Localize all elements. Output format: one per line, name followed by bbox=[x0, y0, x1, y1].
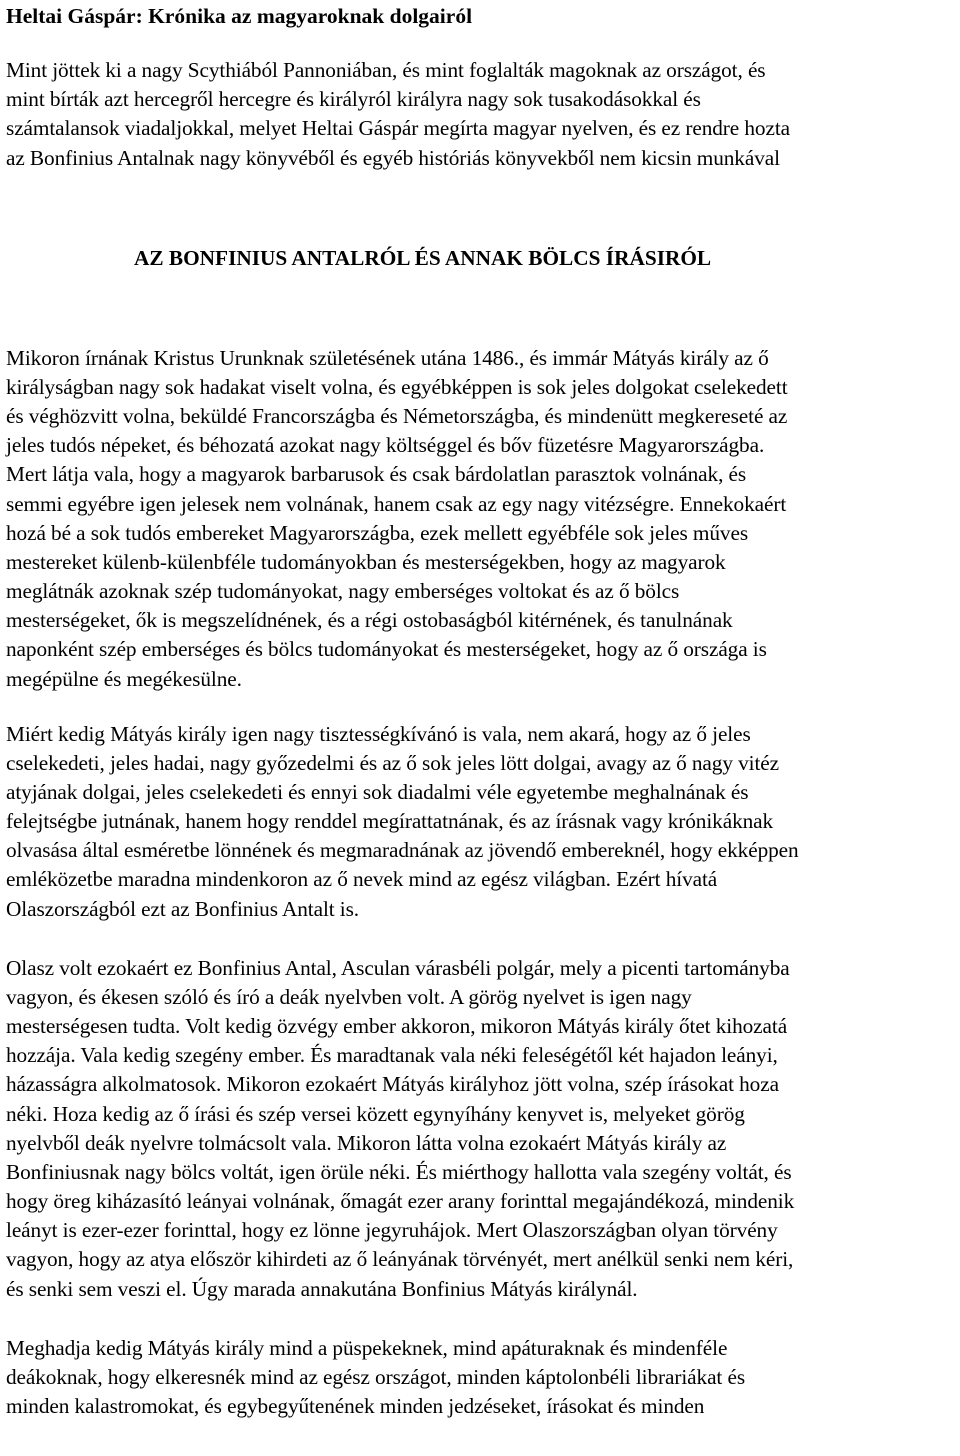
body-paragraph: Mikoron írnának Kristus Urunknak születésének utána 1486., és immár Mátyás király az ő királyságban nagy sok hadakat viselt volna, és egyébképpen is sok jeles dolgokat cselekedett és véghözvitt volna, beküldé Francországba és Németországba, és mindenütt megkereseté az jeles tudós népeket, és béhozatá azokat nagy költséggel és bőv füzetésre Magyarországba. Mert látja vala, hogy a magyarok barbarusok és csak bárdolatlan parasztok volnának, és semmi egyébre igen jelesek nem volnának, hanem csak az egy nagy vitézségre. Ennekokaért hozá bé a sok tudós embereket Magyarországba, ezek mellett egyébféle sok jeles műves mestereket külenb-külenbféle tudományokban és mesterségekben, hogy az magyarok meglátnák azoknak szép tudományokat, nagy emberséges voltokat és az ő bölcs mesterségeket, ők is megszelídnének, és a régi ostobaságból kitérnének, és tanulnának naponként szép emberséges és bölcs tudományokat és mesterségeket, hogy az ő országa is megépülne és megékesülne. bbox=[6, 345, 788, 691]
document-title: Heltai Gáspár: Krónika az magyaroknak dolgairól bbox=[6, 4, 473, 28]
document-subtitle: Mint jöttek ki a nagy Scythiából Pannoniában, és mint foglalták magoknak az országot, és mint bírták azt hercegről hercegre és királyról királyra nagy sok tusakodásokkal és számtalansok viadaljokkal, melyet Heltai Gáspár megírta magyar nyelven, és ez rendre hozta az Bonfinius Antalnak nagy könyvéből és egyéb históriás könyvekből nem kicsin munkával bbox=[6, 58, 790, 170]
body-paragraph: Meghadja kedig Mátyás király mind a püspekeknek, mind apáturaknak és mindenféle deákoknak, hogy elkeresnék mind az egész országot, minden káptolonbéli librariákat és minden kalastromokat, és egybegyűtenének minden jedzéseket, írásokat és minden bbox=[6, 1335, 746, 1418]
section-heading: AZ BONFINIUS ANTALRÓL ÉS ANNAK BÖLCS ÍRÁSIRÓL bbox=[134, 245, 712, 270]
body-paragraph: Olasz volt ezokaért ez Bonfinius Antal, Asculan várasbéli polgár, mely a picenti tartományba vagyon, és ékesen szóló és író a deák nyelvben volt. A görög nyelvet is igen nagy mesterségesen tudta. Volt kedig özvégy ember akkoron, mikoron Mátyás király őtet kihozatá hozzája. Vala kedig szegény ember. És maradtanak vala néki feleségétől két hajadon leányi, házasságra alkolmatosok. Mikoron ezokaért Mátyás királyhoz jött volna, szép írásokat hoza néki. Hoza kedig az ő írási és szép versei közett egynyíhány kenyvet is, melyeket görög nyelvből deák nyelvre tolmácsolt vala. Mikoron látta volna ezokaért Mátyás király az Bonfiniusnak nagy bölcs voltát, igen örüle néki. És miérthogy hallotta vala szegény voltát, és hogy öreg kiházasító leányai volnának, őmagát ezer arany forinttal megajándékozá, mindenik leányt is ezer-ezer forinttal, hogy ez lönne jegyruhájok. Mert Olaszországban olyan törvény vagyon, hogy az atya először kihirdeti az ő leányának törvényét, mert anélkül senki nem kéri, és senki sem veszi el. Úgy marada annakutána Bonfinius Mátyás királynál. bbox=[6, 955, 795, 1301]
body-paragraph: Miért kedig Mátyás király igen nagy tisztességkívánó is vala, nem akará, hogy az ő jeles cselekedeti, jeles hadai, nagy győzedelmi és az ő sok jeles lött dolgai, avagy az ő nagy vitéz atyjának dolgai, jeles cselekedeti és ennyi sok diadalmi véle egyetembe meghalnának és felejtségbe jutnának, hanem hogy renddel megírattatnának, és az írásnak vagy krónikáknak olvasása által esméretbe lönnének és megmaradnának az jövendő embereknél, hogy ekképpen emléközetbe maradna mindenkoron az ő nevek mind az egész világban. Ezért hívatá Olaszországból ezt az Bonfinius Antalt is. bbox=[6, 721, 799, 921]
